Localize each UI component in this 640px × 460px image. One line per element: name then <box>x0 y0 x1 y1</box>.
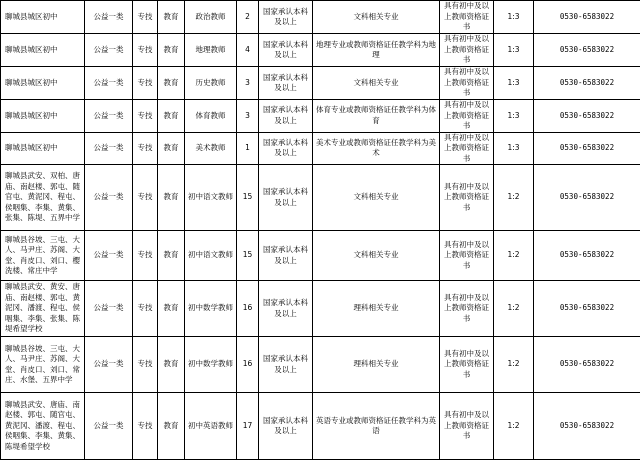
education-cell: 国家承认本科及以上 <box>259 337 313 393</box>
count-cell: 1 <box>237 132 259 165</box>
major-cell: 地理专业或教师资格证任教学科为地理 <box>313 34 440 67</box>
unit-cell: 聊城县城区初中 <box>1 132 85 165</box>
unit-cell: 聊城县城区初中 <box>1 1 85 34</box>
count-cell: 2 <box>237 1 259 34</box>
requirement-cell: 具有初中及以上教师资格证书 <box>440 100 494 133</box>
phone-cell: 0530-6583022 <box>534 100 640 133</box>
post-type-cell: 专技 <box>133 1 158 34</box>
requirement-cell: 具有初中及以上教师资格证书 <box>440 34 494 67</box>
post-type-cell: 专技 <box>133 231 158 281</box>
table-row <box>1 337 640 393</box>
count-cell: 15 <box>237 231 259 281</box>
count-cell: 16 <box>237 337 259 393</box>
major-cell: 英语专业或教师资格证任教学科为英语 <box>313 393 440 460</box>
post-type-cell: 专技 <box>133 34 158 67</box>
count-cell: 3 <box>237 100 259 133</box>
major-cell: 体育专业或教师资格证任教学科为体育 <box>313 100 440 133</box>
major-cell: 理科相关专业 <box>313 281 440 337</box>
count-cell: 15 <box>237 165 259 231</box>
field-cell: 教育 <box>158 337 185 393</box>
position-cell: 历史教师 <box>185 67 237 100</box>
requirement-cell: 具有初中及以上教师资格证书 <box>440 1 494 34</box>
field-cell: 教育 <box>158 34 185 67</box>
position-cell: 初中语文教师 <box>185 231 237 281</box>
post-type-cell: 专技 <box>133 132 158 165</box>
major-cell: 文科相关专业 <box>313 1 440 34</box>
position-cell: 初中英语教师 <box>185 393 237 460</box>
field-cell: 教育 <box>158 67 185 100</box>
education-cell: 国家承认本科及以上 <box>259 100 313 133</box>
post-type-cell: 专技 <box>133 165 158 231</box>
unit-cell: 聊城县谷坡、三屯、大人、马尹庄、苏阁、大堂、肖皮口、刘口、常庄、水堡、五界中学 <box>1 337 85 393</box>
category-cell: 公益一类 <box>85 1 133 34</box>
phone-cell: 0530-6583022 <box>534 34 640 67</box>
field-cell: 教育 <box>158 231 185 281</box>
ratio-cell: 1:3 <box>494 67 534 100</box>
education-cell: 国家承认本科及以上 <box>259 165 313 231</box>
count-cell: 17 <box>237 393 259 460</box>
major-cell: 文科相关专业 <box>313 165 440 231</box>
count-cell: 3 <box>237 67 259 100</box>
requirement-cell: 具有初中及以上教师资格证书 <box>440 67 494 100</box>
category-cell: 公益一类 <box>85 100 133 133</box>
ratio-cell: 1:2 <box>494 337 534 393</box>
ratio-cell: 1:3 <box>494 34 534 67</box>
table-row <box>1 100 640 133</box>
phone-cell: 0530-6583022 <box>534 67 640 100</box>
education-cell: 国家承认本科及以上 <box>259 281 313 337</box>
table-row <box>1 67 640 100</box>
position-cell: 美术教师 <box>185 132 237 165</box>
table-row <box>1 132 640 165</box>
requirement-cell: 具有初中及以上教师资格证书 <box>440 165 494 231</box>
position-cell: 初中数学教师 <box>185 281 237 337</box>
table-row <box>1 34 640 67</box>
unit-cell: 聊城县武安、黄安、唐庙、南赵楼、郭屯、黄泥冈、潘渡、程屯、侯咽集、李集、张集、陈堤希望学校 <box>1 281 85 337</box>
position-cell: 初中数学教师 <box>185 337 237 393</box>
education-cell: 国家承认本科及以上 <box>259 34 313 67</box>
table-row <box>1 165 640 231</box>
field-cell: 教育 <box>158 393 185 460</box>
unit-cell: 聊城县武安、双柏、唐庙、南赵楼、郭屯、随官屯、黄泥冈、程屯、侯咽集、李集、黄集、张集、陈堤、五界中学 <box>1 165 85 231</box>
education-cell: 国家承认本科及以上 <box>259 67 313 100</box>
category-cell: 公益一类 <box>85 281 133 337</box>
position-cell: 地理教师 <box>185 34 237 67</box>
requirement-cell: 具有初中及以上教师资格证书 <box>440 132 494 165</box>
requirement-cell: 具有初中及以上教师资格证书 <box>440 393 494 460</box>
education-cell: 国家承认本科及以上 <box>259 231 313 281</box>
field-cell: 教育 <box>158 281 185 337</box>
post-type-cell: 专技 <box>133 281 158 337</box>
phone-cell: 0530-6583022 <box>534 1 640 34</box>
unit-cell: 聊城县城区初中 <box>1 100 85 133</box>
ratio-cell: 1:3 <box>494 132 534 165</box>
category-cell: 公益一类 <box>85 132 133 165</box>
requirement-cell: 具有初中及以上教师资格证书 <box>440 281 494 337</box>
major-cell: 文科相关专业 <box>313 67 440 100</box>
ratio-cell: 1:3 <box>494 1 534 34</box>
category-cell: 公益一类 <box>85 337 133 393</box>
unit-cell: 聊城县武安、唐庙、南赵楼、郭屯、随官屯、黄泥冈、潘渡、程屯、侯咽集、李集、黄集、陈堤希望学校 <box>1 393 85 460</box>
ratio-cell: 1:2 <box>494 231 534 281</box>
unit-cell: 聊城县谷坡、三屯、大人、马尹庄、苏阁、大堂、肖皮口、刘口、樱洗楼、常庄中学 <box>1 231 85 281</box>
major-cell: 理科相关专业 <box>313 337 440 393</box>
education-cell: 国家承认本科及以上 <box>259 393 313 460</box>
category-cell: 公益一类 <box>85 231 133 281</box>
education-cell: 国家承认本科及以上 <box>259 132 313 165</box>
position-cell: 体育教师 <box>185 100 237 133</box>
requirement-cell: 具有初中及以上教师资格证书 <box>440 337 494 393</box>
phone-cell: 0530-6583022 <box>534 393 640 460</box>
unit-cell: 聊城县城区初中 <box>1 34 85 67</box>
category-cell: 公益一类 <box>85 165 133 231</box>
category-cell: 公益一类 <box>85 34 133 67</box>
ratio-cell: 1:2 <box>494 393 534 460</box>
category-cell: 公益一类 <box>85 67 133 100</box>
phone-cell: 0530-6583022 <box>534 231 640 281</box>
post-type-cell: 专技 <box>133 100 158 133</box>
major-cell: 文科相关专业 <box>313 231 440 281</box>
ratio-cell: 1:2 <box>494 165 534 231</box>
field-cell: 教育 <box>158 100 185 133</box>
field-cell: 教育 <box>158 132 185 165</box>
field-cell: 教育 <box>158 165 185 231</box>
post-type-cell: 专技 <box>133 337 158 393</box>
ratio-cell: 1:2 <box>494 281 534 337</box>
phone-cell: 0530-6583022 <box>534 132 640 165</box>
phone-cell: 0530-6583022 <box>534 165 640 231</box>
position-cell: 初中语文教师 <box>185 165 237 231</box>
table-row <box>1 393 640 460</box>
post-type-cell: 专技 <box>133 67 158 100</box>
position-cell: 政治教师 <box>185 1 237 34</box>
table-row <box>1 231 640 281</box>
phone-cell: 0530-6583022 <box>534 281 640 337</box>
phone-cell: 0530-6583022 <box>534 337 640 393</box>
field-cell: 教育 <box>158 1 185 34</box>
post-type-cell: 专技 <box>133 393 158 460</box>
major-cell: 美术专业或教师资格证任教学科为美术 <box>313 132 440 165</box>
count-cell: 16 <box>237 281 259 337</box>
table-row <box>1 281 640 337</box>
category-cell: 公益一类 <box>85 393 133 460</box>
count-cell: 4 <box>237 34 259 67</box>
education-cell: 国家承认本科及以上 <box>259 1 313 34</box>
requirement-cell: 具有初中及以上教师资格证书 <box>440 231 494 281</box>
ratio-cell: 1:3 <box>494 100 534 133</box>
unit-cell: 聊城县城区初中 <box>1 67 85 100</box>
table-row <box>1 1 640 34</box>
